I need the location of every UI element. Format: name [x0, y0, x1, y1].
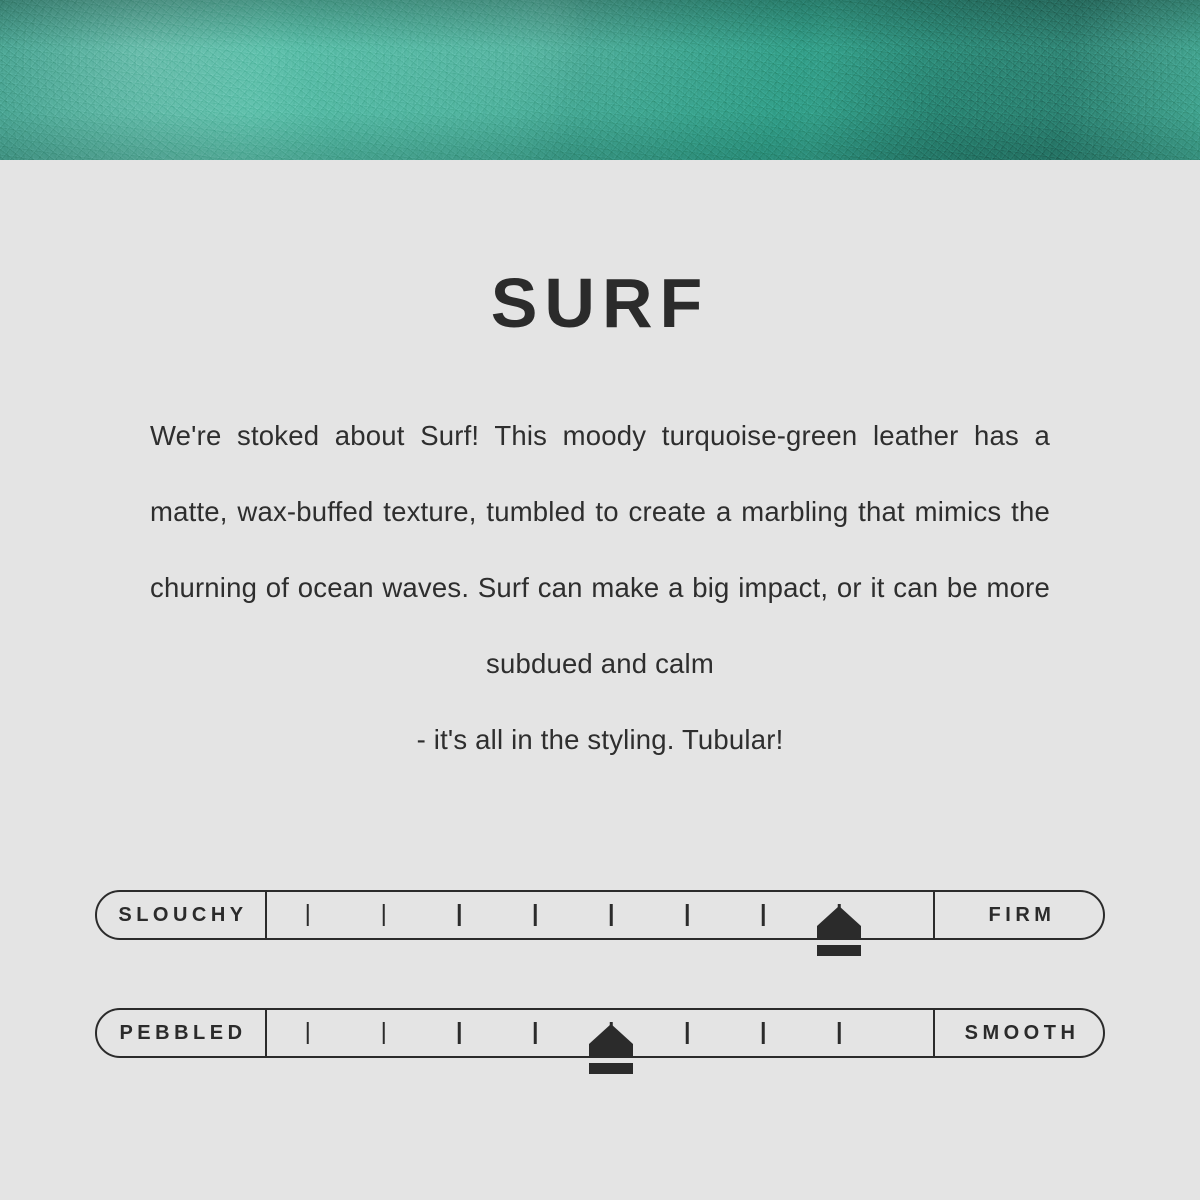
marker-pointer-icon: [817, 906, 861, 926]
color-description: [150, 338, 1050, 778]
scale-tick: [382, 904, 385, 926]
marker-body: [589, 1044, 633, 1058]
slider-marker[interactable]: [589, 1024, 633, 1074]
scale-tick: [838, 1022, 841, 1044]
card-content: [0, 160, 1200, 778]
slider-marker[interactable]: [817, 906, 861, 956]
scale-tick: [306, 1022, 309, 1044]
marker-foot: [589, 1063, 633, 1074]
slider-right-label: SMOOTH: [933, 1010, 1103, 1056]
marker-foot: [817, 945, 861, 956]
slider-right-label: FIRM: [933, 892, 1103, 938]
slider-track[interactable]: [95, 890, 1105, 940]
page-title: SURF: [490, 264, 710, 342]
scale-tick: [306, 904, 309, 926]
slider-track[interactable]: [95, 1008, 1105, 1058]
description-main: We're stoked about Surf! This moody turquoise-green leather has a matte, wax-buffed texture, tumbled to create a marbling that mimics the churning of ocean waves. Surf can make a big impact, or it can be more subdued and calm: [150, 420, 1050, 679]
slider-left-label: SLOUCHY: [97, 892, 267, 938]
scale-tick: [458, 1022, 461, 1044]
scale-tick: [534, 904, 537, 926]
marker-pointer-icon: [589, 1024, 633, 1044]
scale-tick: [762, 904, 765, 926]
marker-body: [817, 926, 861, 940]
slider-structure: [95, 890, 1105, 950]
scale-tick: [534, 1022, 537, 1044]
attribute-sliders: [0, 890, 1200, 1068]
slider-scale: [267, 892, 933, 938]
leather-swatch-banner: [0, 0, 1200, 160]
scale-tick: [762, 1022, 765, 1044]
slider-texture: [95, 1008, 1105, 1068]
slider-left-label: PEBBLED: [97, 1010, 267, 1056]
scale-tick: [686, 1022, 689, 1044]
scale-tick: [382, 1022, 385, 1044]
scale-tick: [686, 904, 689, 926]
slider-scale: [267, 1010, 933, 1056]
swatch-shading-overlay: [0, 0, 1200, 160]
description-last-line: - it's all in the styling. Tubular!: [416, 724, 784, 755]
scale-tick: [458, 904, 461, 926]
scale-tick: [610, 904, 613, 926]
